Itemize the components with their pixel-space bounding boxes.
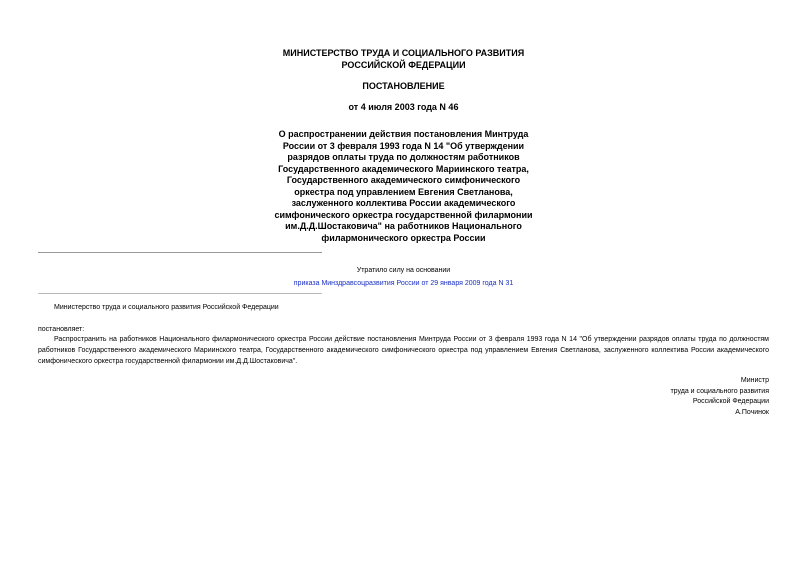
subject-line: Государственного академического Мариинского театра, xyxy=(278,163,529,174)
subject-line: разрядов оплаты труда по должностям работников xyxy=(287,152,520,162)
signature-line-2: труда и социального развития xyxy=(670,387,769,395)
ministry-title-line-2: РОССИЙСКОЙ ФЕДЕРАЦИИ xyxy=(341,60,466,70)
issuer-paragraph: Министерство труда и социального развития Российской Федерации xyxy=(54,304,279,311)
ministry-title-line-1: МИНИСТЕРСТВО ТРУДА И СОЦИАЛЬНОГО РАЗВИТИЯ xyxy=(282,48,525,58)
decree-type: ПОСТАНОВЛЕНИЕ xyxy=(362,81,445,91)
subject-line: симфонического оркестра государственной филармонии xyxy=(274,209,533,220)
decree-date-number: от 4 июля 2003 года N 46 xyxy=(348,102,459,112)
separator-line-top xyxy=(38,252,322,253)
decree-subject xyxy=(200,129,607,244)
subject-line: оркестра под управлением Евгения Светланова, xyxy=(294,186,513,197)
lost-force-notice xyxy=(200,264,607,290)
subject-line: филармонического оркестра России xyxy=(321,232,486,243)
lost-force-label: Утратило силу на основании xyxy=(356,267,451,274)
subject-line: заслуженного коллектива России академического xyxy=(291,198,516,208)
subject-line: Государственного академического симфонического xyxy=(286,175,521,185)
main-paragraph: Распространить на работников Национального филармонического оркестра России действие постановления Минтруда России от 3 февраля 1993 года N 14 "Об утверждении разрядов оплаты труда по должностям работников Государственного академического Мариинского театра, Государственного академического симфонического оркестра под управлением Евгения Светланова, заслуженного коллектива России академического симфонического оркестра государственной филармонии им.Д.Д.Шостаковича". xyxy=(38,336,769,365)
subject-line: России от 3 февраля 1993 года N 14 "Об утверждении xyxy=(282,140,525,151)
ministry-title xyxy=(0,47,807,71)
repeal-order-link[interactable]: приказа Минздравсоцразвития России от 29 января 2009 года N 31 xyxy=(293,280,514,287)
subject-line: О распространении действия постановления Минтруда xyxy=(278,129,529,139)
signature-block xyxy=(670,376,769,418)
signatory-name: А.Починок xyxy=(735,408,769,416)
subject-line: им.Д.Д.Шостаковича" на работников Национального xyxy=(285,221,522,231)
signature-line-3: Российской Федерации xyxy=(692,398,769,405)
resolves-paragraph: постановляет: xyxy=(38,326,85,333)
signature-line-1: Министр xyxy=(740,377,769,384)
separator-line-bottom xyxy=(38,293,322,294)
